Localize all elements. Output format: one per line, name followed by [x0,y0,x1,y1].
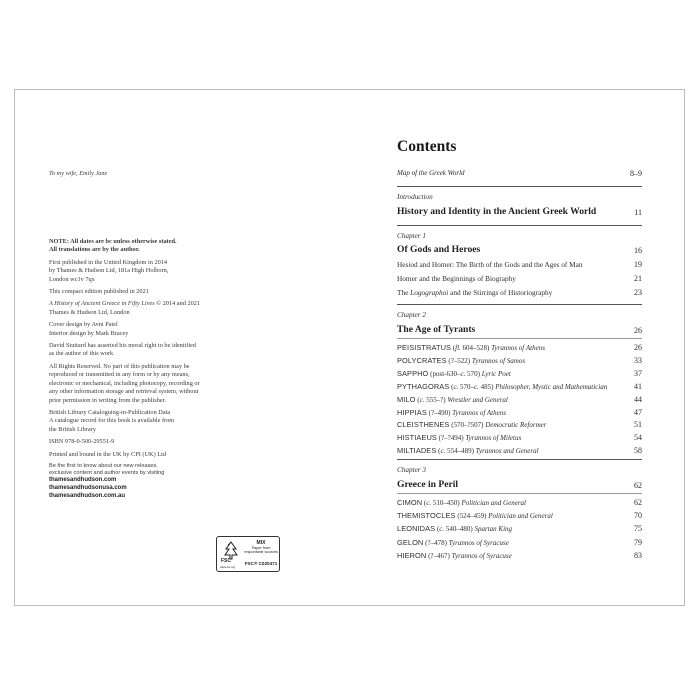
imprint-block [49,238,249,500]
toc-entry-page: 70 [634,511,642,521]
printed-by: Printed and bound in the UK by CPI (UK) Ltd [49,450,167,458]
person-name: MILO [397,394,416,404]
toc-entry-page: 75 [634,524,642,534]
toc-entry-text [397,511,553,520]
toc-entry-page: 23 [634,288,642,297]
fsc-paper-1: Paper from [251,546,271,550]
promo-1: Be the first to know about our new releases, [49,462,158,469]
toc-entry-page: 21 [634,274,642,283]
toc-person-entry[interactable] [397,498,642,510]
toc-person-entry[interactable] [397,420,642,432]
person-role: Tyrannos of Athens [491,344,545,352]
toc-person-entry[interactable] [397,551,642,563]
toc-entry-page: 83 [634,550,642,560]
date-qualifier: c. [426,499,432,507]
ch2-page: 26 [634,326,642,335]
interior-credit: Interior design by Mark Bracey [49,329,129,337]
date-qualifier: c. [474,382,479,391]
compact-edition: This compact edition published in 2021 [49,288,149,296]
toc-entry-text [397,343,545,352]
ch3-page: 62 [634,481,642,490]
toc-map-page: 8–9 [630,169,642,178]
toc-entry-page: 37 [634,368,642,378]
rights-2: reproduced or transmitted in any form or by any means, [49,371,190,379]
website-usa[interactable]: thamesandhudsonusa.com [49,484,127,491]
intro-page: 11 [634,208,642,217]
toc-entry[interactable] [397,260,642,272]
person-role: Tyrannos of Syracuse [451,551,512,560]
person-name: PYTHAGORAS [397,381,450,391]
person-dates: (?–467) [426,551,452,560]
person-name: PEISISTRATUS [397,343,452,352]
toc-entry-text: Hesiod and Homer: The Birth of the Gods and the Ages of Man [397,260,583,269]
moral-rights-1: David Stuttard has asserted his moral right to be identified [49,342,197,350]
person-dates: (c. 510–450) [422,499,462,507]
person-dates: (524–459) [455,512,489,521]
person-dates: (?–522) [446,356,472,365]
toc-entry-page: 19 [634,260,642,269]
website-au[interactable]: thamesandhudson.com.au [49,492,126,499]
toc-entry-text [397,538,509,547]
first-published-2: by Thames & Hudson Ltd, 181a High Holborn, [49,267,169,275]
date-qualifier: c. [453,382,459,391]
rights-4: any other information storage and retrieval system, without [49,388,199,396]
toc-entry-text [397,524,512,533]
rights-3: electronic or mechanical, including photocopy, recording or [49,379,200,387]
fsc-url: www.fsc.org [220,565,236,569]
toc-ch1-row[interactable] [397,244,642,256]
person-name: GELON [397,537,424,547]
fsc-paper [243,546,279,555]
person-dates: (?–478) [423,538,449,547]
person-dates: (?–490) [426,408,453,417]
book-title: A History of Ancient Greece in Fifty Lives [49,300,155,308]
person-dates: (570–?507) [449,421,486,430]
person-name: CLEISTHENES [397,420,450,430]
promo-2: exclusive content and author events by visiting [49,470,165,477]
person-dates: (fl. 604–528) [451,344,492,352]
toc-entry-text [397,356,525,365]
date-qualifier: fl. [455,344,461,352]
ch1-page: 16 [634,246,642,255]
toc-entry-text: Homer and the Beginnings of Biography [397,274,516,283]
toc-entry[interactable] [397,288,642,300]
toc-entry-page: 44 [634,394,642,404]
copyright-holder: Thames & Hudson Ltd, London [49,308,130,316]
toc-entry[interactable] [397,274,642,286]
ch2-title: The Age of Tyrants [397,324,476,335]
fsc-code: FSC® C020471 [244,561,278,566]
toc-map-label: Map of the Greek World [397,169,465,177]
intro-kicker: Introduction [397,193,433,201]
first-published-1: First published in the United Kingdom in 2014 [49,258,168,266]
toc-person-entry[interactable] [397,433,642,445]
toc-person-entry[interactable] [397,343,642,355]
person-name: CIMON [397,498,423,507]
text-part-italic: Logographoi [410,288,449,297]
contents-title: Contents [397,138,457,155]
person-role: Tyrannos and General [475,447,539,456]
fsc-mix: MIX [256,540,266,546]
person-name: LEONIDAS [397,524,436,534]
toc-person-entry[interactable] [397,538,642,550]
ch3-kicker: Chapter 3 [397,466,426,474]
toc-entry-text [397,382,607,391]
toc-entry-page: 47 [634,407,642,417]
fsc-paper-2: responsible sources [244,550,278,555]
isbn: ISBN 978-0-500-29551-9 [49,438,115,446]
person-dates: (c. 540–480) [435,525,475,534]
cip-1: British Library Cataloguing-in-Publication Data [49,408,171,416]
cover-credit: Cover design by Avni Patel [49,321,118,329]
toc-person-entry[interactable] [397,408,642,420]
date-qualifier: c. [419,395,425,404]
toc-entry-page: 58 [634,446,642,456]
dedication: To my wife, Emily Jane [49,170,108,177]
person-role: Politician and General [461,499,526,507]
divider [397,225,642,226]
toc-entry-text [397,408,506,417]
person-role: Tyrannos of Miletus [465,434,522,443]
toc-entry-page: 26 [634,343,642,352]
person-dates: (?–?494) [436,434,466,443]
toc-entry-text [397,498,526,507]
divider [397,338,642,339]
person-role: Politician and General [488,512,553,521]
toc-entry-text [397,420,546,429]
text-part: The [397,288,411,297]
toc-person-entry[interactable] [397,511,642,523]
first-published-3: London wc1v 7qx [49,275,95,283]
person-name: HIPPIAS [397,407,427,417]
copyright-line [49,300,249,308]
person-name: SAPPHO [397,368,429,378]
person-name: HISTIAEUS [397,433,437,443]
person-name: MILTIADES [397,446,437,456]
person-name: POLYCRATES [397,355,447,365]
toc-entry-text [397,551,512,560]
person-role: Tyrannos of Athens [452,408,506,417]
divider [397,304,642,305]
date-qualifier: c. [440,447,446,456]
person-role: Tyrannos of Syracuse [448,538,509,547]
toc-person-entry[interactable] [397,369,642,381]
person-dates: (c. 555–?) [415,395,448,404]
cip-2: A catalogue record for this book is available from [49,417,175,425]
person-name: THEMISTOCLES [397,511,456,521]
person-role: Lyric Poet [481,369,511,378]
divider [397,459,642,460]
website-uk[interactable]: thamesandhudson.com [49,477,117,484]
person-role: Spartan King [474,525,513,534]
toc-person-entry[interactable] [397,524,642,536]
ch1-title: Of Gods and Heroes [397,244,481,255]
ch2-kicker: Chapter 2 [397,311,426,319]
toc-map-row[interactable] [397,169,642,181]
moral-rights-2: as the author of this work [49,350,114,358]
person-role: Philosopher, Mystic and Mathematician [495,382,608,391]
fsc-badge [216,536,280,572]
rights-1: All Rights Reserved. No part of this publication may be [49,362,190,370]
person-dates: (c. 570–c. 485) [449,382,496,391]
toc-entry-text [397,369,511,378]
toc-entry-page: 51 [634,420,642,430]
toc-entry-page: 33 [634,355,642,365]
fsc-brand: FSC [221,558,231,564]
person-role: Wrestler and General [447,395,508,404]
toc-entry-page: 79 [634,537,642,547]
toc-ch2-row[interactable] [397,324,642,336]
toc-person-entry[interactable] [397,446,642,458]
person-role: Democratic Reformer [485,421,547,430]
toc-entry-text [397,446,539,455]
toc-entry-text [397,395,508,404]
date-qualifier: c. [460,369,466,378]
person-dates: (post-630–c. 570) [428,369,482,378]
toc-ch3-row[interactable] [397,479,642,491]
rights-5: prior permission in writing from the publisher. [49,396,167,404]
date-qualifier: c. [439,525,445,534]
person-dates: (c. 554–489) [436,447,476,456]
toc-entry-page: 62 [634,498,642,507]
toc-person-entry[interactable] [397,356,642,368]
toc-entry-text [397,433,521,442]
copyright-years: © 2014 and 2021 [154,300,201,308]
toc-person-entry[interactable] [397,395,642,407]
ch3-title: Greece in Peril [397,479,459,490]
note-line-1: NOTE: All dates are bc unless otherwise stated. [49,238,177,245]
cip-3: the British Library [49,425,96,433]
toc-entry-text [397,288,552,297]
divider [397,186,642,187]
divider [397,493,642,494]
ch1-kicker: Chapter 1 [397,232,426,240]
intro-title: History and Identity in the Ancient Greek World [397,206,597,217]
text-part: and the Stirrings of Historiography [448,288,553,297]
toc-entry-page: 41 [634,381,642,391]
toc-intro-row[interactable] [397,206,642,218]
note-line-2: All translations are by the author. [49,246,140,254]
person-name: HIERON [397,550,427,560]
toc-person-entry[interactable] [397,382,642,394]
person-role: Tyrannos of Samos [471,356,526,365]
toc-entry-page: 54 [634,433,642,443]
